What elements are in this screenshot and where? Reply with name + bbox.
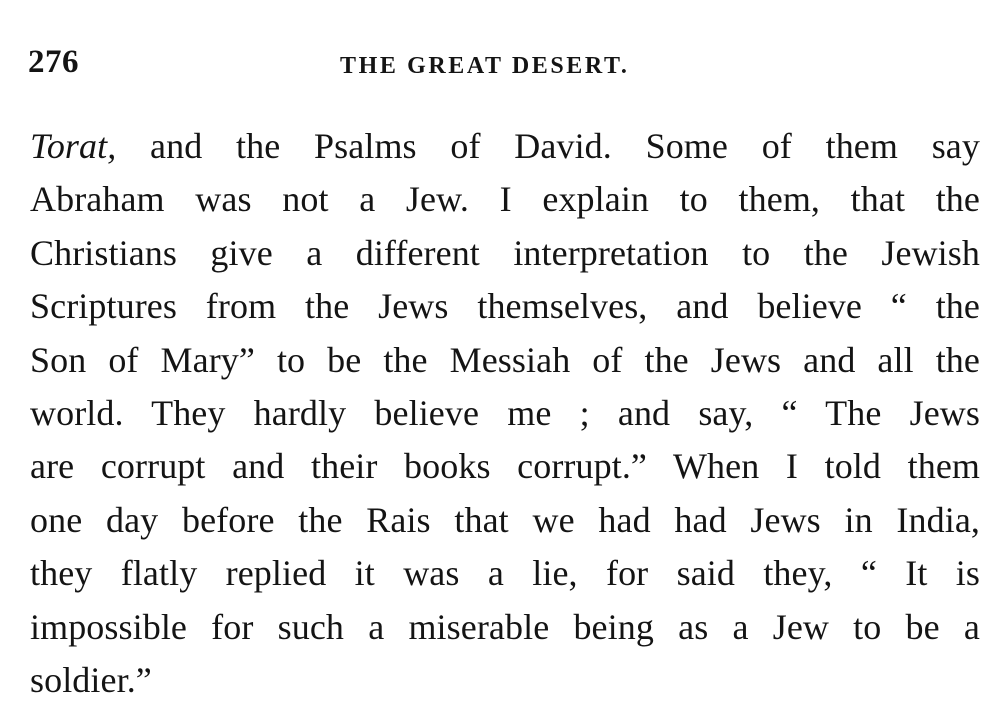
text-line-last: soldier.” (30, 659, 152, 700)
text-line: are corrupt and their books corrupt.” When I told them (30, 446, 980, 487)
page-header (28, 44, 978, 84)
text-line-rest: and the Psalms of David. Some of them say (116, 126, 980, 166)
text-line: impossible for such a miserable being as a Jew to be a (30, 606, 980, 647)
text-line: world. They hardly believe me ; and say, “ The Jews (30, 392, 980, 433)
text-line: Abraham was not a Jew. I explain to them, that the (30, 179, 980, 220)
text-line (30, 120, 980, 173)
text-line: one day before the Rais that we had had Jews in India, (30, 499, 980, 540)
text-line: Scriptures from the Jews themselves, and believe “ the (30, 286, 980, 327)
body-text (30, 120, 980, 707)
text-line: Christians give a different interpretation to the Jewish (30, 232, 980, 273)
running-head: THE GREAT DESERT. (340, 53, 630, 79)
text-line: they flatly replied it was a lie, for said they, “ It is (30, 553, 980, 594)
page-number: 276 (28, 44, 79, 80)
italic-word: Torat, (30, 126, 117, 166)
text-line: Son of Mary” to be the Messiah of the Jews and all the (30, 339, 980, 380)
